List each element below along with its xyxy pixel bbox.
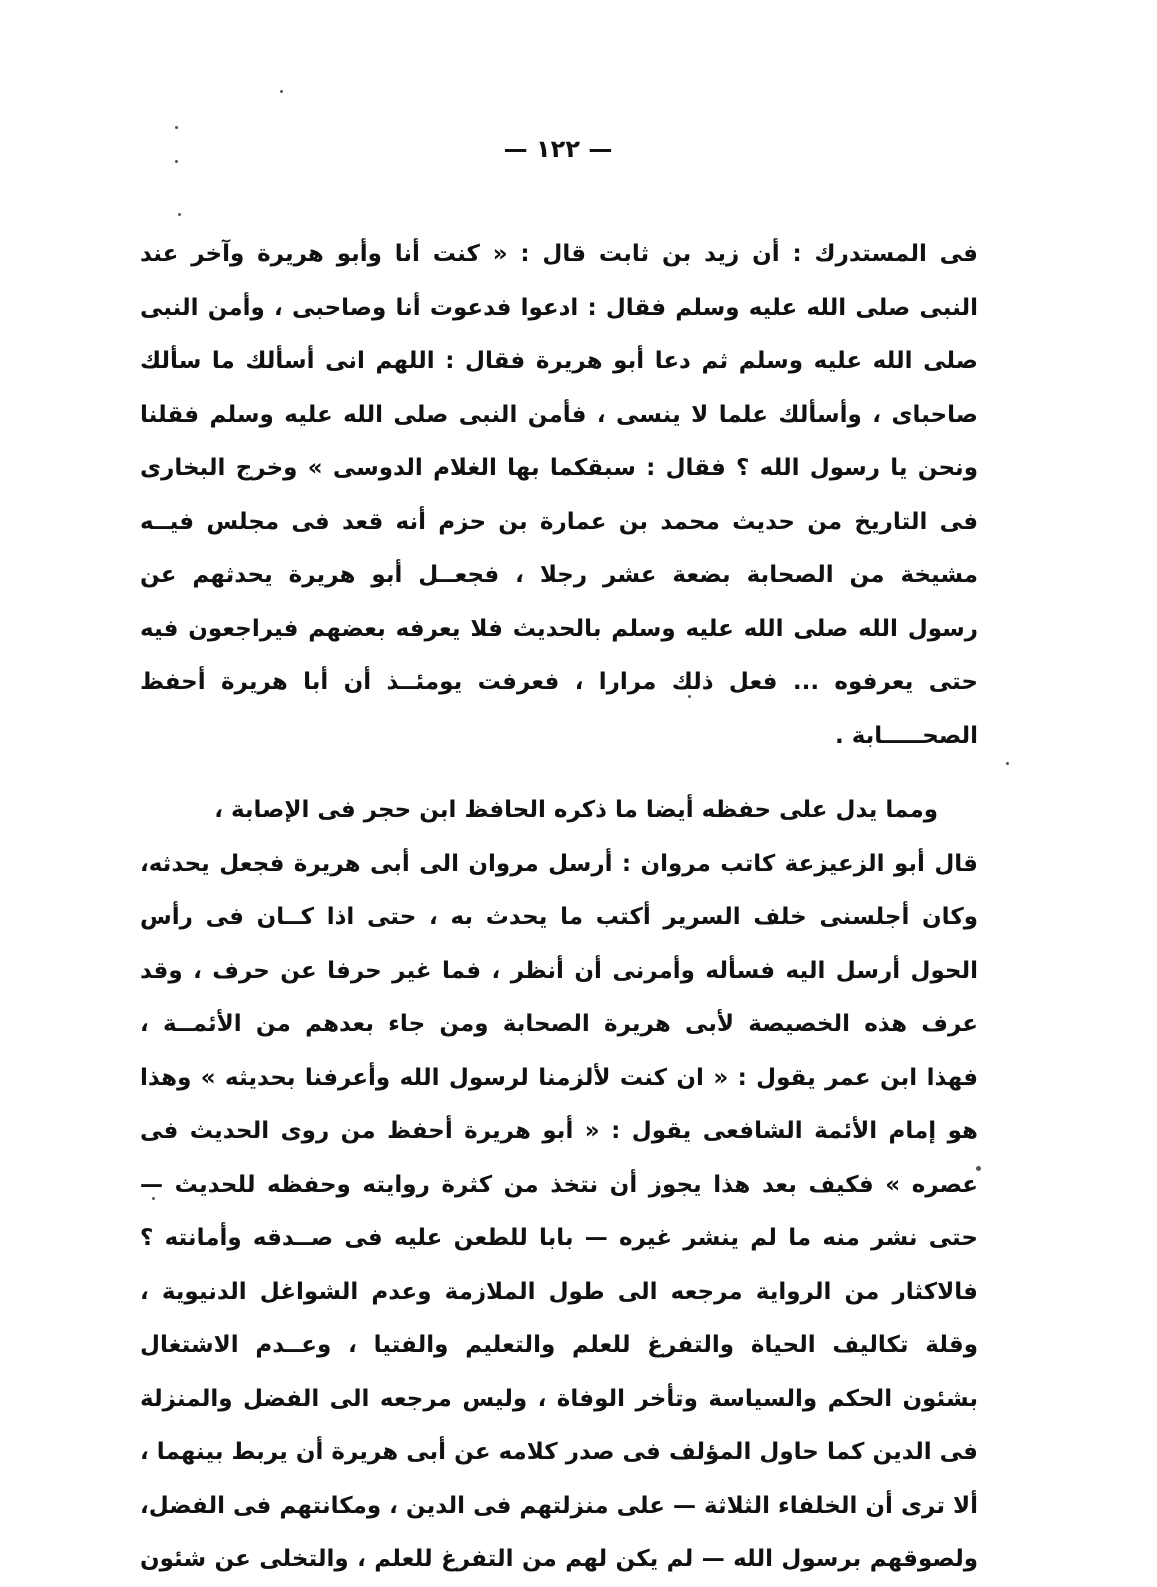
- scan-speck: [688, 695, 691, 698]
- paragraph-2: [140, 784, 978, 1587]
- text-line: حتى يعرفوه ... فعل ذلك مرارا ، فعرفت يومئــذ أن أبا هريرة أحفظ: [140, 669, 978, 695]
- text-line: بشئون الحكم والسياسة وتأخر الوفاة ، وليس مرجعه الى الفضل والمنزلة: [140, 1385, 978, 1412]
- scan-speck: [152, 1197, 155, 1200]
- text-line: ومما يدل على حفظه أيضا ما ذكره الحافظ ابن حجر فى الإصابة ،: [214, 797, 938, 823]
- scan-speck: [1006, 762, 1009, 765]
- paragraph-1: [140, 228, 978, 763]
- text-line: فهذا ابن عمر يقول : « ان كنت لألزمنا لرسول الله وأعرفنا بحديثه » وهذا: [140, 1064, 978, 1091]
- text-line: فالاكثار من الرواية مرجعه الى طول الملازمة وعدم الشواغل الدنيوية ،: [140, 1278, 978, 1305]
- text-line: رسول الله صلى الله عليه وسلم بالحديث فلا يعرفه بعضهم فيراجعون فيه: [140, 615, 978, 642]
- text-line: فى الدين كما حاول المؤلف فى صدر كلامه عن أبى هريرة أن يربط بينهما ،: [140, 1439, 978, 1465]
- text-line: وقلة تكاليف الحياة والتفرغ للعلم والتعليم والفتيا ، وعــدم الاشتغال: [140, 1332, 978, 1358]
- text-line: ولصوقهم برسول الله — لم يكن لهم من التفرغ للعلم ، والتخلى عن شئون: [140, 1546, 978, 1572]
- text-line: هو إمام الأئمة الشافعى يقول : « أبو هريرة أحفظ من روى الحديث فى: [140, 1118, 978, 1144]
- scan-speck: [280, 90, 283, 93]
- text-line: فى التاريخ من حديث محمد بن عمارة بن حزم أنه قعد فى مجلس فيــه: [140, 508, 978, 535]
- text-line: صاحباى ، وأسألك علما لا ينسى ، فأمن النبى صلى الله عليه وسلم فقلنا: [140, 401, 978, 428]
- text-line: ألا ترى أن الخلفاء الثلاثة — على منزلتهم فى الدين ، ومكانتهم فى الفضل،: [140, 1492, 978, 1519]
- scan-speck: [175, 126, 178, 129]
- text-line: الحول أرسل اليه فسأله وأمرنى أن أنظر ، فما غير حرفا عن حرف ، وقد: [140, 957, 978, 984]
- text-line: فى المستدرك : أن زيد بن ثابت قال : « كنت أنا وأبو هريرة وآخر عند: [140, 241, 978, 267]
- scan-speck: [175, 160, 178, 163]
- text-line: ونحن يا رسول الله ؟ فقال : سبقكما بها الغلام الدوسى » وخرج البخارى: [140, 455, 978, 481]
- text-line: حتى نشر منه ما لم ينشر غيره — بابا للطعن عليه فى صــدقه وأمانته ؟: [140, 1225, 978, 1251]
- text-line: عصره » فكيف بعد هذا يجوز أن نتخذ من كثرة روايته وحفظه للحديث —: [140, 1171, 978, 1198]
- page-number: — ١٢٢ —: [503, 135, 613, 163]
- scan-speck: [178, 213, 181, 216]
- text-line: الصحـــــابة .: [834, 722, 978, 749]
- text-line: النبى صلى الله عليه وسلم فقال : ادعوا فدعوت أنا وصاحبى ، وأمن النبى: [140, 294, 978, 321]
- text-line: قال أبو الزعيزعة كاتب مروان : أرسل مروان الى أبى هريرة فجعل يحدثه،: [140, 850, 978, 877]
- text-line: صلى الله عليه وسلم ثم دعا أبو هريرة فقال : اللهم انى أسألك ما سألك: [140, 348, 978, 374]
- scan-speck: [976, 1166, 981, 1171]
- text-line: وكان أجلسنى خلف السرير أكتب ما يحدث به ، حتى اذا كــان فى رأس: [140, 904, 978, 930]
- text-line: مشيخة من الصحابة بضعة عشر رجلا ، فجعــل أبو هريرة يحدثهم عن: [140, 562, 978, 588]
- text-line: عرف هذه الخصيصة لأبى هريرة الصحابة ومن جاء بعدهم من الأئمــة ،: [140, 1011, 978, 1037]
